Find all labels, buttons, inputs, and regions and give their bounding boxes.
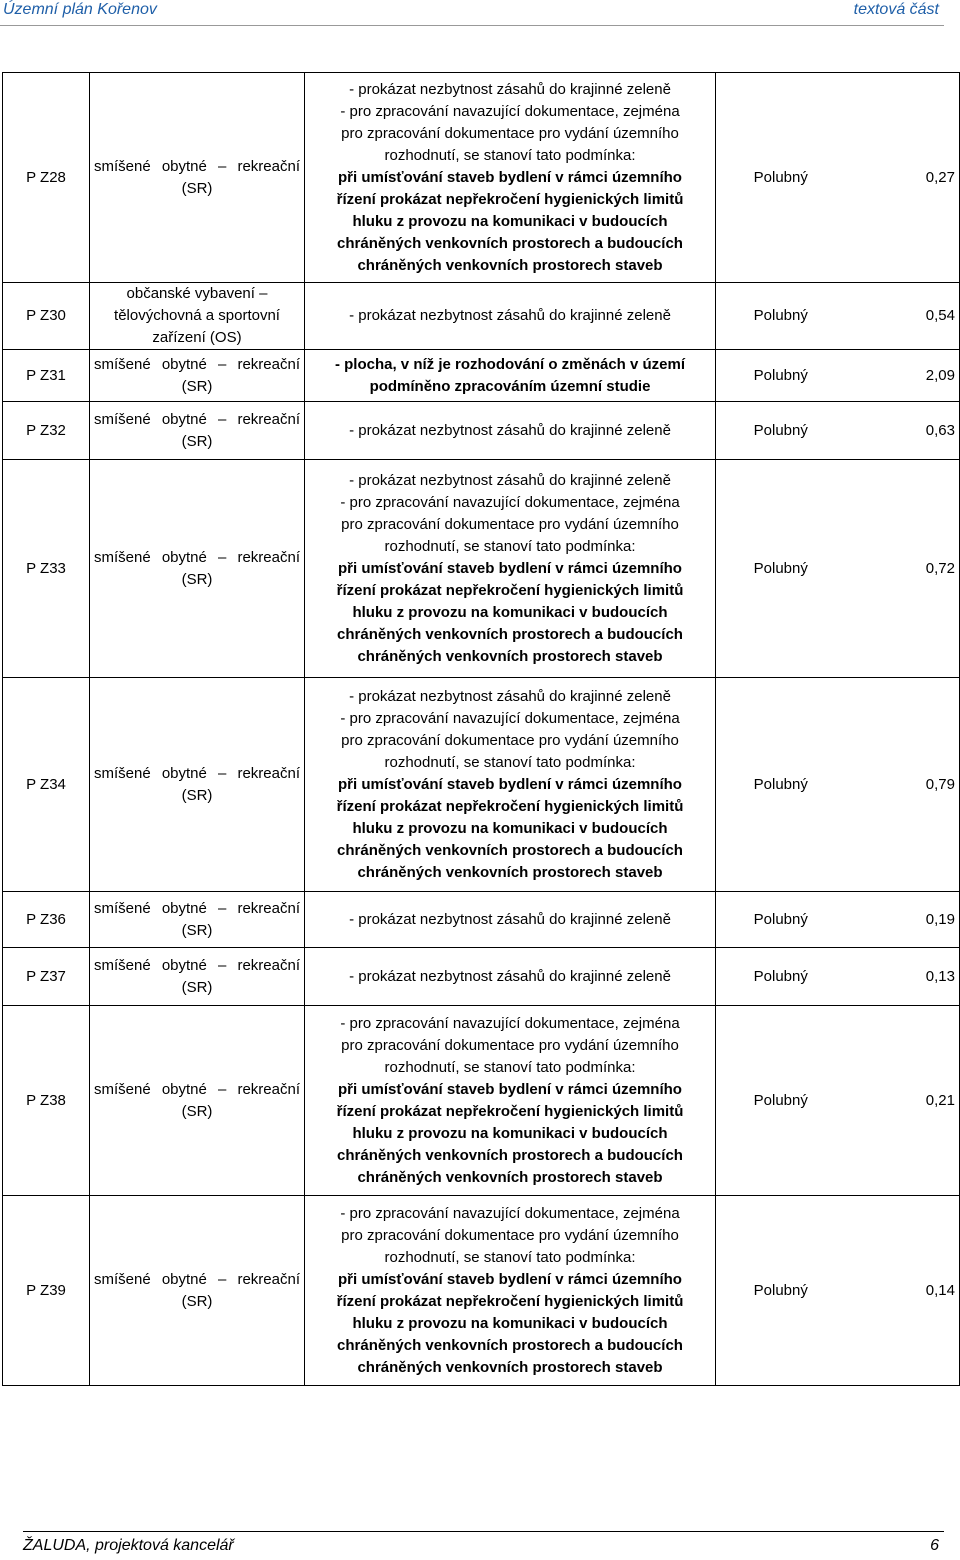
- condition-line: řízení prokázat nepřekročení hygienických limitů: [336, 190, 684, 208]
- land-use: [90, 73, 305, 283]
- condition-line: - pro zpracování navazující dokumentace, zejména: [340, 1204, 680, 1222]
- conditions: [305, 73, 716, 283]
- land-use: [90, 678, 305, 892]
- area-id: P Z39: [3, 1196, 90, 1386]
- company-name: ŽALUDA, projektová kancelář: [23, 1537, 234, 1554]
- area-id: P Z30: [3, 283, 90, 350]
- land-use-line: (SR): [181, 921, 213, 939]
- document-title: Územní plán Kořenov: [3, 1, 157, 18]
- condition-line: - prokázat nezbytnost zásahů do krajinné zeleně: [349, 967, 671, 985]
- condition-line: pro zpracování dokumentace pro vydání územního: [341, 1226, 679, 1244]
- cadastral-area: Polubný: [716, 678, 846, 892]
- condition-line: hluku z provozu na komunikaci v budoucích: [352, 1124, 668, 1142]
- area-size: 0,79: [846, 678, 960, 892]
- land-use: [90, 402, 305, 460]
- land-use-line: smíšené obytné – rekreační: [94, 157, 300, 175]
- land-use-line: (SR): [181, 432, 213, 450]
- document-section: textová část: [853, 1, 939, 18]
- cadastral-area: Polubný: [716, 460, 846, 678]
- conditions: [305, 350, 716, 402]
- condition-line: pro zpracování dokumentace pro vydání územního: [341, 124, 679, 142]
- land-use-line: smíšené obytné – rekreační: [94, 410, 300, 428]
- cadastral-area: Polubný: [716, 283, 846, 350]
- conditions: [305, 1006, 716, 1196]
- condition-line: - prokázat nezbytnost zásahů do krajinné zeleně: [349, 307, 671, 324]
- table-row: [3, 892, 960, 948]
- condition-line: chráněných venkovních prostorech staveb: [357, 863, 663, 881]
- condition-line: - prokázat nezbytnost zásahů do krajinné zeleně: [349, 80, 671, 98]
- condition-line: řízení prokázat nepřekročení hygienických limitů: [336, 1102, 684, 1120]
- land-use-line: smíšené obytné – rekreační: [94, 764, 300, 782]
- land-use-line: zařízení (OS): [152, 329, 242, 346]
- area-id: P Z36: [3, 892, 90, 948]
- table-row: [3, 678, 960, 892]
- condition-line: řízení prokázat nepřekročení hygienických limitů: [336, 797, 684, 815]
- condition-line: - pro zpracování navazující dokumentace, zejména: [340, 493, 680, 511]
- land-use-line: smíšené obytné – rekreační: [94, 1270, 300, 1288]
- area-size: 0,54: [846, 283, 960, 350]
- condition-line: při umísťování staveb bydlení v rámci územního: [338, 775, 682, 793]
- land-use: [90, 1006, 305, 1196]
- condition-line: - prokázat nezbytnost zásahů do krajinné zeleně: [349, 910, 671, 928]
- cadastral-area: Polubný: [716, 1006, 846, 1196]
- condition-line: rozhodnutí, se stanoví tato podmínka:: [384, 753, 636, 771]
- condition-line: řízení prokázat nepřekročení hygienických limitů: [336, 1292, 684, 1310]
- page-header: [0, 0, 960, 26]
- land-use-line: (SR): [181, 377, 213, 395]
- land-use: [90, 948, 305, 1006]
- land-use-line: (SR): [181, 570, 213, 588]
- table-row: [3, 1006, 960, 1196]
- land-use-line: smíšené obytné – rekreační: [94, 548, 300, 566]
- condition-line: hluku z provozu na komunikaci v budoucích: [352, 212, 668, 230]
- area-size: 0,63: [846, 402, 960, 460]
- land-use-line: tělovýchovná a sportovní: [114, 307, 280, 324]
- area-id: P Z37: [3, 948, 90, 1006]
- area-size: 0,13: [846, 948, 960, 1006]
- table-row: [3, 460, 960, 678]
- table-row: [3, 1196, 960, 1386]
- conditions: [305, 892, 716, 948]
- condition-line: při umísťování staveb bydlení v rámci územního: [338, 168, 682, 186]
- cadastral-area: Polubný: [716, 948, 846, 1006]
- condition-line: chráněných venkovních prostorech staveb: [357, 647, 663, 665]
- conditions: [305, 402, 716, 460]
- condition-line: chráněných venkovních prostorech a budoucích: [337, 1336, 683, 1354]
- land-use-line: smíšené obytné – rekreační: [94, 899, 300, 917]
- land-use: [90, 283, 305, 350]
- area-id: P Z31: [3, 350, 90, 402]
- condition-line: rozhodnutí, se stanoví tato podmínka:: [384, 1248, 636, 1266]
- land-use: [90, 1196, 305, 1386]
- condition-line: chráněných venkovních prostorech staveb: [357, 256, 663, 274]
- cadastral-area: Polubný: [716, 1196, 846, 1386]
- condition-line: pro zpracování dokumentace pro vydání územního: [341, 731, 679, 749]
- area-size: 0,21: [846, 1006, 960, 1196]
- page-number: 6: [930, 1537, 939, 1554]
- land-use-line: (SR): [181, 1102, 213, 1120]
- condition-line: hluku z provozu na komunikaci v budoucích: [352, 819, 668, 837]
- conditions: [305, 948, 716, 1006]
- table-row: [3, 73, 960, 283]
- land-use: [90, 350, 305, 402]
- condition-line: chráněných venkovních prostorech a budoucích: [337, 234, 683, 252]
- area-size: 0,19: [846, 892, 960, 948]
- land-use-line: smíšené obytné – rekreační: [94, 1080, 300, 1098]
- condition-line: chráněných venkovních prostorech a budoucích: [337, 1146, 683, 1164]
- area-id: P Z34: [3, 678, 90, 892]
- conditions: [305, 283, 716, 350]
- footer-divider: [23, 1531, 944, 1532]
- condition-line: rozhodnutí, se stanoví tato podmínka:: [384, 1058, 636, 1076]
- page-footer: [0, 1531, 960, 1560]
- condition-line: podmíněno zpracováním územní studie: [369, 377, 651, 395]
- land-use-line: občanské vybavení –: [126, 285, 268, 302]
- area-size: 0,14: [846, 1196, 960, 1386]
- area-id: P Z38: [3, 1006, 90, 1196]
- condition-line: rozhodnutí, se stanoví tato podmínka:: [384, 537, 636, 555]
- condition-line: chráněných venkovních prostorech staveb: [357, 1168, 663, 1186]
- land-use-line: smíšené obytné – rekreační: [94, 956, 300, 974]
- condition-line: při umísťování staveb bydlení v rámci územního: [338, 1080, 682, 1098]
- condition-line: pro zpracování dokumentace pro vydání územního: [341, 1036, 679, 1054]
- conditions: [305, 460, 716, 678]
- condition-line: chráněných venkovních prostorech staveb: [357, 1358, 663, 1376]
- table-row: [3, 350, 960, 402]
- table-row: [3, 402, 960, 460]
- area-size: 0,27: [846, 73, 960, 283]
- area-id: P Z33: [3, 460, 90, 678]
- cadastral-area: Polubný: [716, 402, 846, 460]
- conditions: [305, 1196, 716, 1386]
- condition-line: pro zpracování dokumentace pro vydání územního: [341, 515, 679, 533]
- table-row: [3, 948, 960, 1006]
- condition-line: hluku z provozu na komunikaci v budoucích: [352, 603, 668, 621]
- condition-line: - prokázat nezbytnost zásahů do krajinné zeleně: [349, 421, 671, 439]
- land-use-line: (SR): [181, 786, 213, 804]
- condition-line: chráněných venkovních prostorech a budoucích: [337, 841, 683, 859]
- condition-line: - plocha, v níž je rozhodování o změnách v území: [334, 355, 686, 373]
- land-use: [90, 892, 305, 948]
- table-row: [3, 283, 960, 350]
- condition-line: - pro zpracování navazující dokumentace, zejména: [340, 102, 680, 120]
- land-use-line: (SR): [181, 179, 213, 197]
- condition-line: při umísťování staveb bydlení v rámci územního: [338, 559, 682, 577]
- cadastral-area: Polubný: [716, 73, 846, 283]
- area-size: 2,09: [846, 350, 960, 402]
- areas-table: [2, 72, 960, 1386]
- condition-line: rozhodnutí, se stanoví tato podmínka:: [384, 146, 636, 164]
- condition-line: - prokázat nezbytnost zásahů do krajinné zeleně: [349, 687, 671, 705]
- land-use-line: (SR): [181, 1292, 213, 1310]
- condition-line: při umísťování staveb bydlení v rámci územního: [338, 1270, 682, 1288]
- area-size: 0,72: [846, 460, 960, 678]
- area-id: P Z28: [3, 73, 90, 283]
- condition-line: chráněných venkovních prostorech a budoucích: [337, 625, 683, 643]
- area-id: P Z32: [3, 402, 90, 460]
- land-use-line: (SR): [181, 978, 213, 996]
- land-use-line: smíšené obytné – rekreační: [94, 355, 300, 373]
- conditions: [305, 678, 716, 892]
- condition-line: hluku z provozu na komunikaci v budoucích: [352, 1314, 668, 1332]
- condition-line: - prokázat nezbytnost zásahů do krajinné zeleně: [349, 471, 671, 489]
- condition-line: - pro zpracování navazující dokumentace, zejména: [340, 1014, 680, 1032]
- cadastral-area: Polubný: [716, 350, 846, 402]
- condition-line: řízení prokázat nepřekročení hygienických limitů: [336, 581, 684, 599]
- condition-line: - pro zpracování navazující dokumentace, zejména: [340, 709, 680, 727]
- cadastral-area: Polubný: [716, 892, 846, 948]
- land-use: [90, 460, 305, 678]
- header-divider: [0, 25, 944, 26]
